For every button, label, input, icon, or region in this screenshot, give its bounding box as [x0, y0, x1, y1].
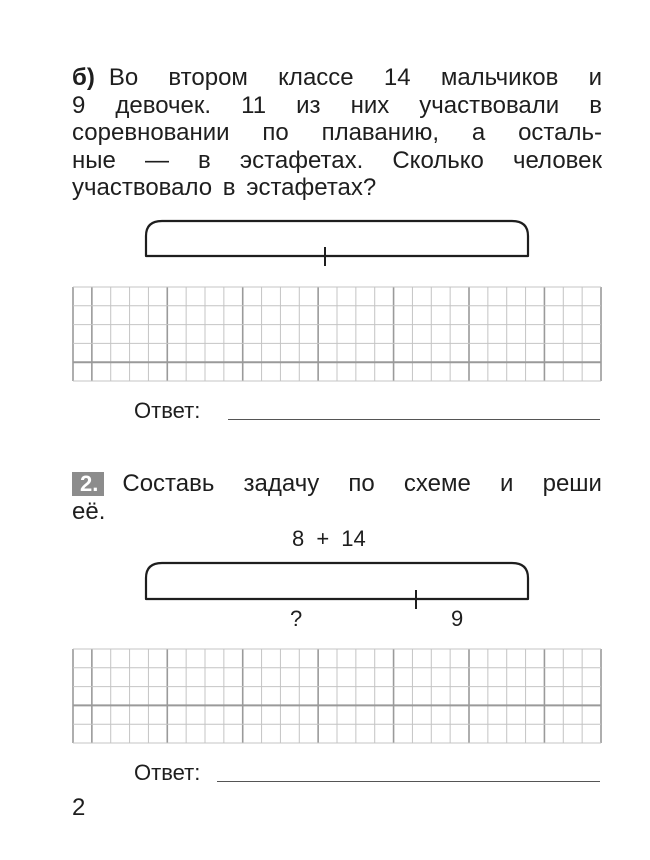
task-2-solution-grid[interactable] — [72, 648, 602, 745]
scheme-bottom-left-label: ? — [290, 606, 303, 631]
task-2-line-1 — [72, 470, 602, 498]
task-2-word: Составь — [122, 470, 215, 497]
task-2-word: реши — [542, 470, 602, 497]
task-2-words — [122, 470, 602, 498]
task-2-answer-field[interactable] — [217, 781, 600, 782]
task-2-word: по — [348, 470, 375, 497]
task-2-word: схеме — [403, 470, 471, 497]
problem-b-line-2: 9 девочек. 11 из них участвовали в — [72, 91, 602, 119]
scheme-bottom-right-label: 9 — [451, 606, 464, 631]
problem-b-line-4: ные — в эстафетах. Сколько человек — [72, 146, 602, 174]
task-2-word: задачу — [243, 470, 320, 497]
task-2-text — [72, 470, 602, 526]
page-number: 2 — [72, 794, 86, 821]
problem-b-line-1: б) Во втором классе 14 мальчиков и — [72, 64, 602, 91]
problem-b-text — [72, 64, 602, 202]
problem-b-solution-grid[interactable] — [72, 286, 602, 384]
task-2-answer-label: Ответ: — [134, 760, 201, 785]
problem-b-line-5: участвовало в эстафетах? — [72, 174, 377, 202]
task-2-line-2: её. — [72, 498, 106, 525]
problem-b-line-3: соревновании по плаванию, а осталь- — [72, 119, 602, 147]
problem-b-label: б) — [72, 64, 95, 91]
scheme-top-label: 8 + 14 — [292, 526, 366, 551]
problem-b-answer-field[interactable] — [228, 419, 600, 420]
task-number-badge: 2. — [72, 472, 104, 496]
problem-b-answer-label: Ответ: — [134, 398, 201, 423]
task-2-word: и — [500, 470, 514, 497]
